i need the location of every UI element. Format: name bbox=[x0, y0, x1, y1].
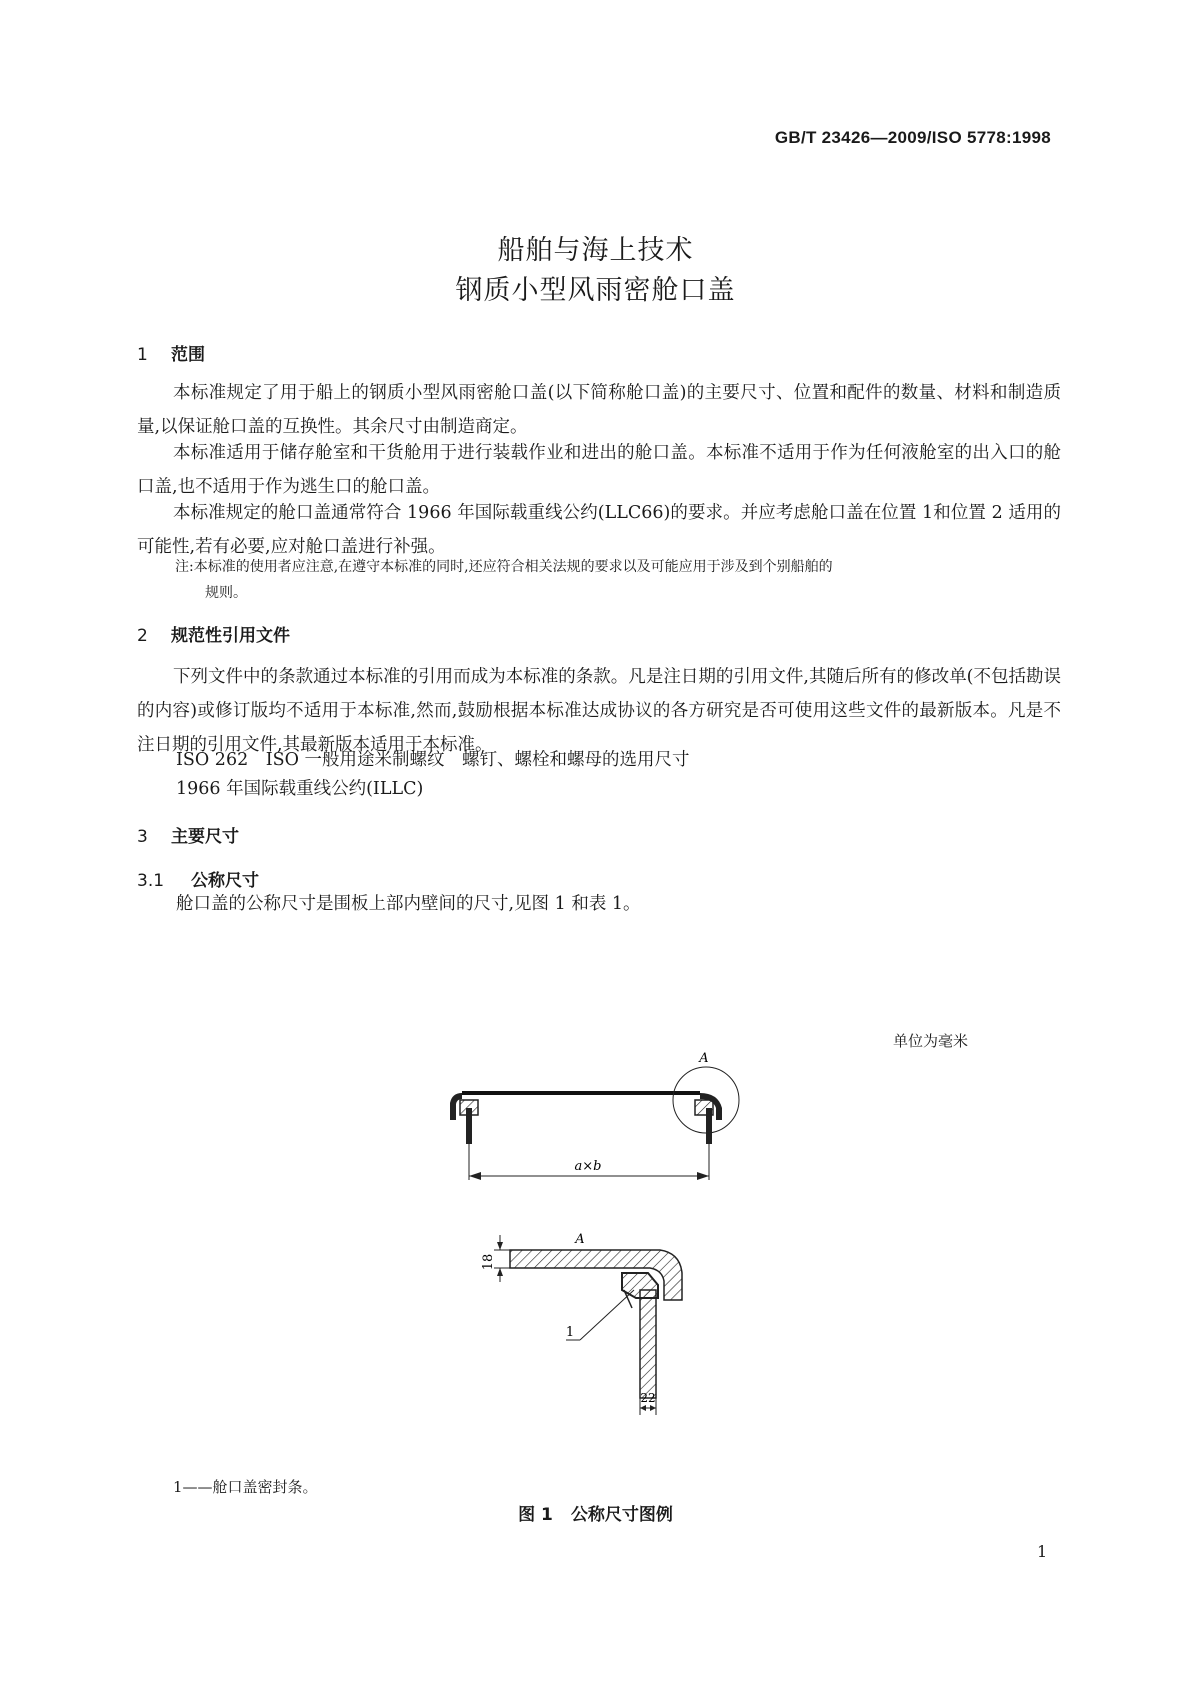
dimension-18: 18 bbox=[481, 1253, 496, 1271]
detail-a-drawing bbox=[481, 1232, 682, 1415]
section-1-paragraph-3: 本标准规定的舱口盖通常符合 1966 年国际载重线公约(LLC66)的要求。并应考虑舱口盖在位置 1和位置 2 适用的可能性,若有必要,应对舱口盖进行补强。 bbox=[137, 503, 1061, 557]
figure-number: 图 1 bbox=[518, 1505, 553, 1525]
note-line-1: 注:本标准的使用者应注意,在遵守本标准的同时,还应符合相关法规的要求以及可能应用于涉及到个别船舶的 bbox=[175, 559, 833, 575]
section-title: 公称尺寸 bbox=[191, 871, 259, 891]
section-title: 规范性引用文件 bbox=[171, 626, 290, 646]
section-title: 范围 bbox=[171, 345, 205, 365]
callout-1: 1 bbox=[565, 1325, 575, 1340]
normative-reference-2: 1966 年国际载重线公约(ILLC) bbox=[176, 779, 424, 799]
section-number: 3 bbox=[137, 827, 148, 847]
hatch-cover-overview bbox=[450, 1051, 739, 1180]
section-title: 主要尺寸 bbox=[171, 827, 239, 847]
section-number: 3.1 bbox=[137, 871, 165, 891]
section-2-paragraph-1: 下列文件中的条款通过本标准的引用而成为本标准的条款。凡是注日期的引用文件,其随后所有的修改单(不包括勘误的内容)或修订版均不适用于本标准,然而,鼓励根据本标准达成协议的各方研究是否可使用这些文件的最新版本。凡是不注日期的引用文件,其最新版本适用于本标准。 bbox=[137, 667, 1061, 755]
dimension-22: 22 bbox=[640, 1391, 656, 1405]
section-1-paragraph-1: 本标准规定了用于船上的钢质小型风雨密舱口盖(以下简称舱口盖)的主要尺寸、位置和配件的数量、材料和制造质量,以保证舱口盖的互换性。其余尺寸由制造商定。 bbox=[137, 383, 1061, 437]
title-line-2: 钢质小型风雨密舱口盖 bbox=[455, 275, 736, 306]
figure-legend: 1——舱口盖密封条。 bbox=[173, 1478, 318, 1496]
page-number: 1 bbox=[1037, 1542, 1048, 1561]
note-line-2: 规则。 bbox=[205, 585, 247, 601]
normative-reference-1: ISO 262 ISO 一般用途米制螺纹 螺钉、螺栓和螺母的选用尺寸 bbox=[176, 750, 690, 770]
dimension-label-axb: a×b bbox=[574, 1159, 602, 1174]
section-3-1-paragraph: 舱口盖的公称尺寸是围板上部内壁间的尺寸,见图 1 和表 1。 bbox=[176, 894, 641, 914]
figure-title: 公称尺寸图例 bbox=[570, 1505, 673, 1525]
unit-note: 单位为毫米 bbox=[893, 1032, 969, 1050]
figure-caption bbox=[0, 1500, 1191, 1525]
section-number: 2 bbox=[137, 626, 148, 646]
detail-label-a: A bbox=[699, 1051, 709, 1066]
section-number: 1 bbox=[137, 345, 148, 365]
title-line-1: 船舶与海上技术 bbox=[497, 235, 694, 266]
detail-a-label: A bbox=[575, 1232, 585, 1247]
standard-code: GB/T 23426—2009/ISO 5778:1998 bbox=[774, 128, 1051, 147]
section-1-paragraph-2: 本标准适用于储存舱室和干货舱用于进行装载作业和进出的舱口盖。本标准不适用于作为任何液舱室的出入口的舱口盖,也不适用于作为逃生口的舱口盖。 bbox=[137, 443, 1061, 497]
